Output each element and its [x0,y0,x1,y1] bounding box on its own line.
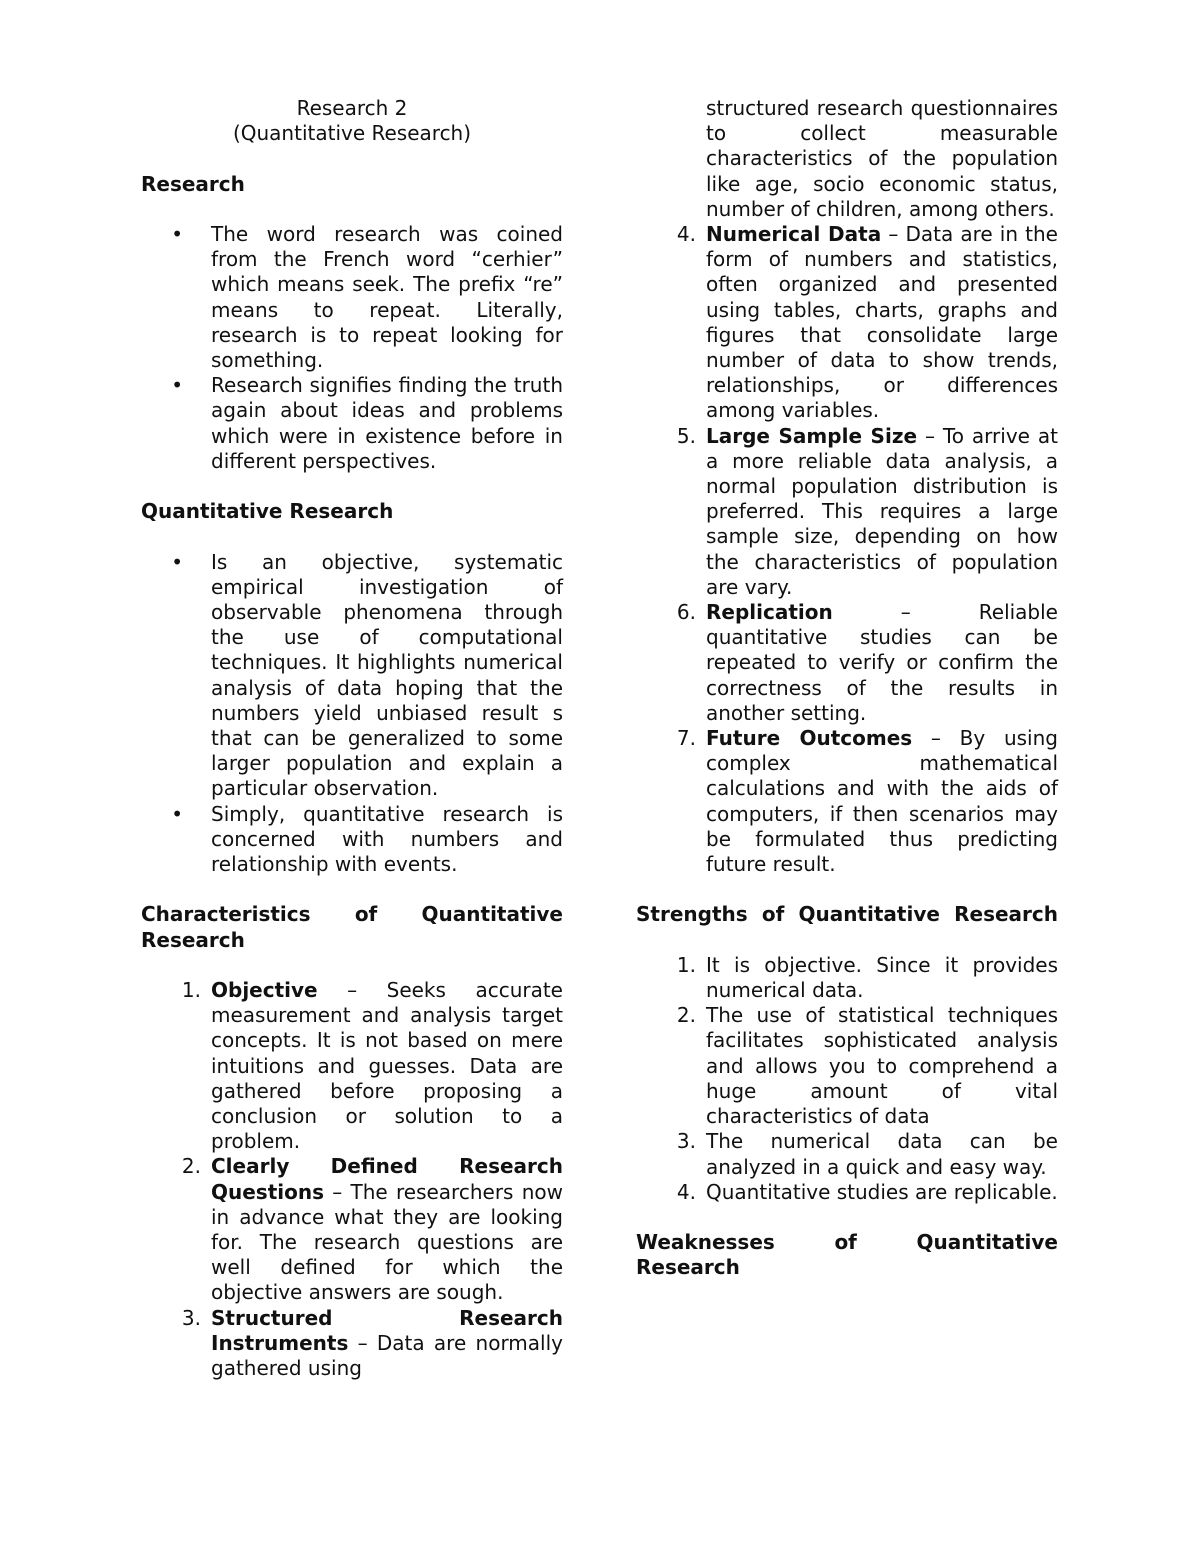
list-item: 3. The numerical data can be analyzed in a quick and easy way. [676,1129,1058,1179]
research-bullet-list [141,222,563,474]
list-item: 4. Numerical Data – Data are in the form of numbers and statistics, often organized and presented using tables, charts, graphs and figures that consolidate large number of data to show trends, relationships, or differences among variables. [676,222,1058,423]
quantitative-bullet-list [141,550,563,878]
list-item: 2. Clearly Defined Research Questions – The researchers now in advance what they are looking for. The research questions are well defined for which the objective answers are sough. [181,1154,563,1305]
list-item: • Research signifies finding the truth again about ideas and problems which were in existence before in different perspectives. [141,373,563,474]
list-item: 3. Structured Research Instruments – Data are normally gathered using [181,1305,563,1381]
strengths-heading: Strengths of Quantitative Research [636,902,1058,927]
term: Future Outcomes [706,726,913,751]
list-item: 5. Large Sample Size – To arrive at a more reliable data analysis, a normal population distribution is preferred. This requires a large sample size, depending on how the characteristics of population are vary. [676,423,1058,599]
list-item: • The word research was coined from the French word “cerhier” which means seek. The prefix “re” means to repeat. Literally, research is to repeat looking for something. [141,222,563,373]
quantitative-research-heading: Quantitative Research [141,499,394,524]
characteristics-list [141,978,563,1381]
bullet-icon: • [171,221,183,246]
term: Structured Research Instruments [211,1305,563,1355]
term: Numerical Data [706,222,882,247]
list-item-continued: structured research questionnaires to collect measurable characteristics of the population like age, socio economic status, number of children, among others. [706,96,1058,221]
characteristics-heading: Characteristics of Quantitative Research [141,902,563,952]
bullet-icon: • [171,801,183,826]
bullet-icon: • [171,549,183,574]
document-subtitle: (Quantitative Research) [232,121,472,146]
term: Replication [706,600,833,625]
list-item: 4. Quantitative studies are replicable. [676,1179,1058,1204]
characteristics-list-continued [636,222,1058,877]
column-right [636,96,1058,1281]
list-item: 1. It is objective. Since it provides numerical data. [676,952,1058,1003]
list-item: 6. Replication – Reliable quantitative studies can be repeated to verify or confirm the correctness of the results in another setting. [676,600,1058,725]
list-item: 2. The use of statistical techniques facilitates sophisticated analysis and allows you to comprehend a huge amount of vital characteristics of data [676,1003,1058,1129]
document-title: Research 2 [296,96,408,120]
strengths-list [636,953,1058,1205]
weaknesses-heading: Weaknesses of Quantitative Research [636,1230,1058,1280]
list-item: 1. Objective – Seeks accurate measurement and analysis target concepts. It is not based on mere intuitions and guesses. Data are gathered before proposing a conclusion or solution to a problem. [181,978,563,1154]
list-item: 7. Future Outcomes – By using complex mathematical calculations and with the aids of computers, if then scenarios may be formulated thus predicting future result. [676,726,1058,877]
list-item: • Is an objective, systematic empirical investigation of observable phenomena through the use of computational techniques. It highlights numerical analysis of data hoping that the numbers yield unbiased result s that can be generalized to some larger population and explain a particular observation. [141,550,563,802]
term: Clearly Defined Research Questions [211,1154,563,1204]
research-heading: Research [141,171,245,196]
list-item: • Simply, quantitative research is concerned with numbers and relationship with events. [141,802,563,878]
column-left [141,96,563,1381]
bullet-icon: • [171,373,183,398]
term: Large Sample Size [706,423,918,448]
term: Objective [211,978,318,1003]
